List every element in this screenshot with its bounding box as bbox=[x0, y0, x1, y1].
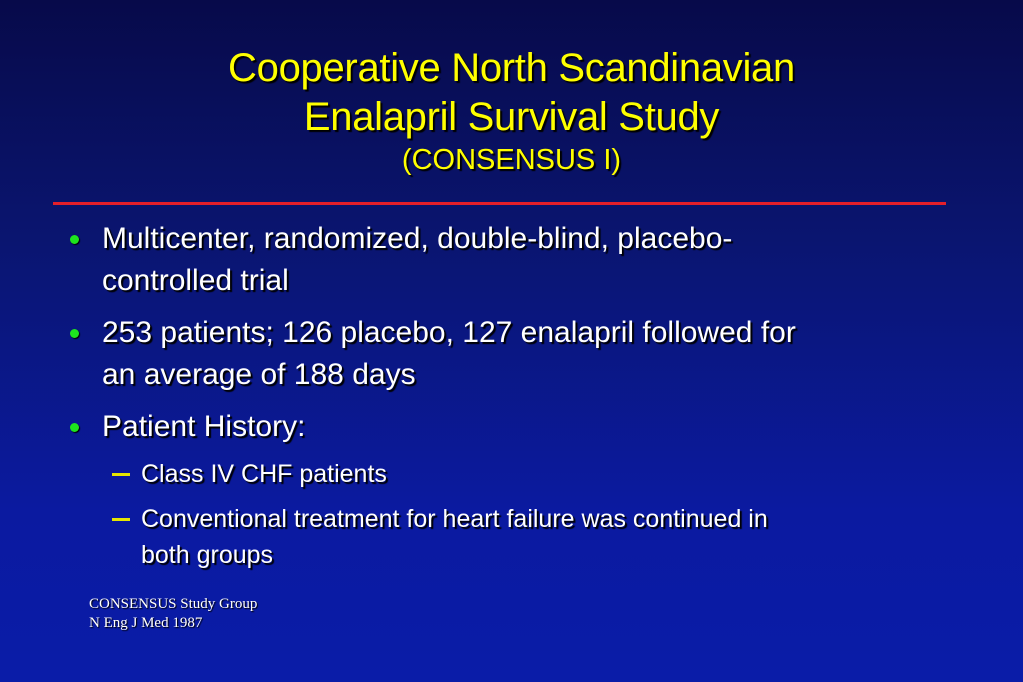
title-line-1: Cooperative North Scandinavian bbox=[228, 46, 795, 90]
bullet-dot-icon bbox=[70, 235, 79, 244]
title-line-2: Enalapril Survival Study bbox=[303, 95, 720, 139]
bullet-text-line-1: Multicenter, randomized, double-blind, placebo- bbox=[102, 222, 733, 255]
bullet-dot-icon bbox=[70, 423, 79, 432]
sub-bullet-text-line-1: Conventional treatment for heart failure was continued in bbox=[141, 505, 768, 533]
sub-bullet-text-line-2: both groups bbox=[141, 541, 274, 569]
bullet-text-line-2: controlled trial bbox=[102, 264, 289, 297]
bullet-dot-icon bbox=[70, 329, 79, 338]
bullet-text-line-2: an average of 188 days bbox=[102, 358, 416, 391]
slide-title bbox=[0, 44, 1023, 178]
title-divider bbox=[53, 202, 946, 205]
citation-line-2: N Eng J Med 1987 bbox=[89, 615, 203, 631]
citation bbox=[89, 595, 257, 633]
citation-line-1: CONSENSUS Study Group bbox=[89, 596, 258, 612]
bullet-text-line-1: 253 patients; 126 placebo, 127 enalapril followed for bbox=[102, 316, 796, 349]
dash-bullet-icon bbox=[112, 473, 130, 476]
dash-bullet-icon bbox=[112, 518, 130, 521]
sub-bullet-text-line-1: Class IV CHF patients bbox=[141, 460, 387, 488]
bullet-text-line-1: Patient History: bbox=[102, 410, 306, 443]
title-subtitle: (CONSENSUS I) bbox=[401, 144, 622, 176]
